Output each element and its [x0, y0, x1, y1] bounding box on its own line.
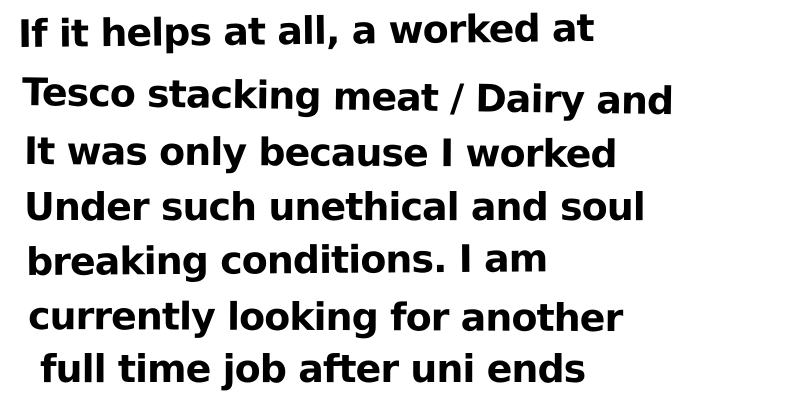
note-line-1: If it helps at all, a worked at [17, 5, 594, 56]
note-line-5: breaking conditions. I am [25, 236, 548, 284]
note-line-2: Tesco stacking meat / Dairy and [21, 70, 674, 124]
note-line-3: It was only because I worked [23, 129, 617, 177]
note-line-6: currently looking for another [27, 294, 623, 341]
note-line-7: full time job after uni ends [40, 347, 586, 391]
note-line-4: Under such unethical and soul [24, 185, 645, 229]
